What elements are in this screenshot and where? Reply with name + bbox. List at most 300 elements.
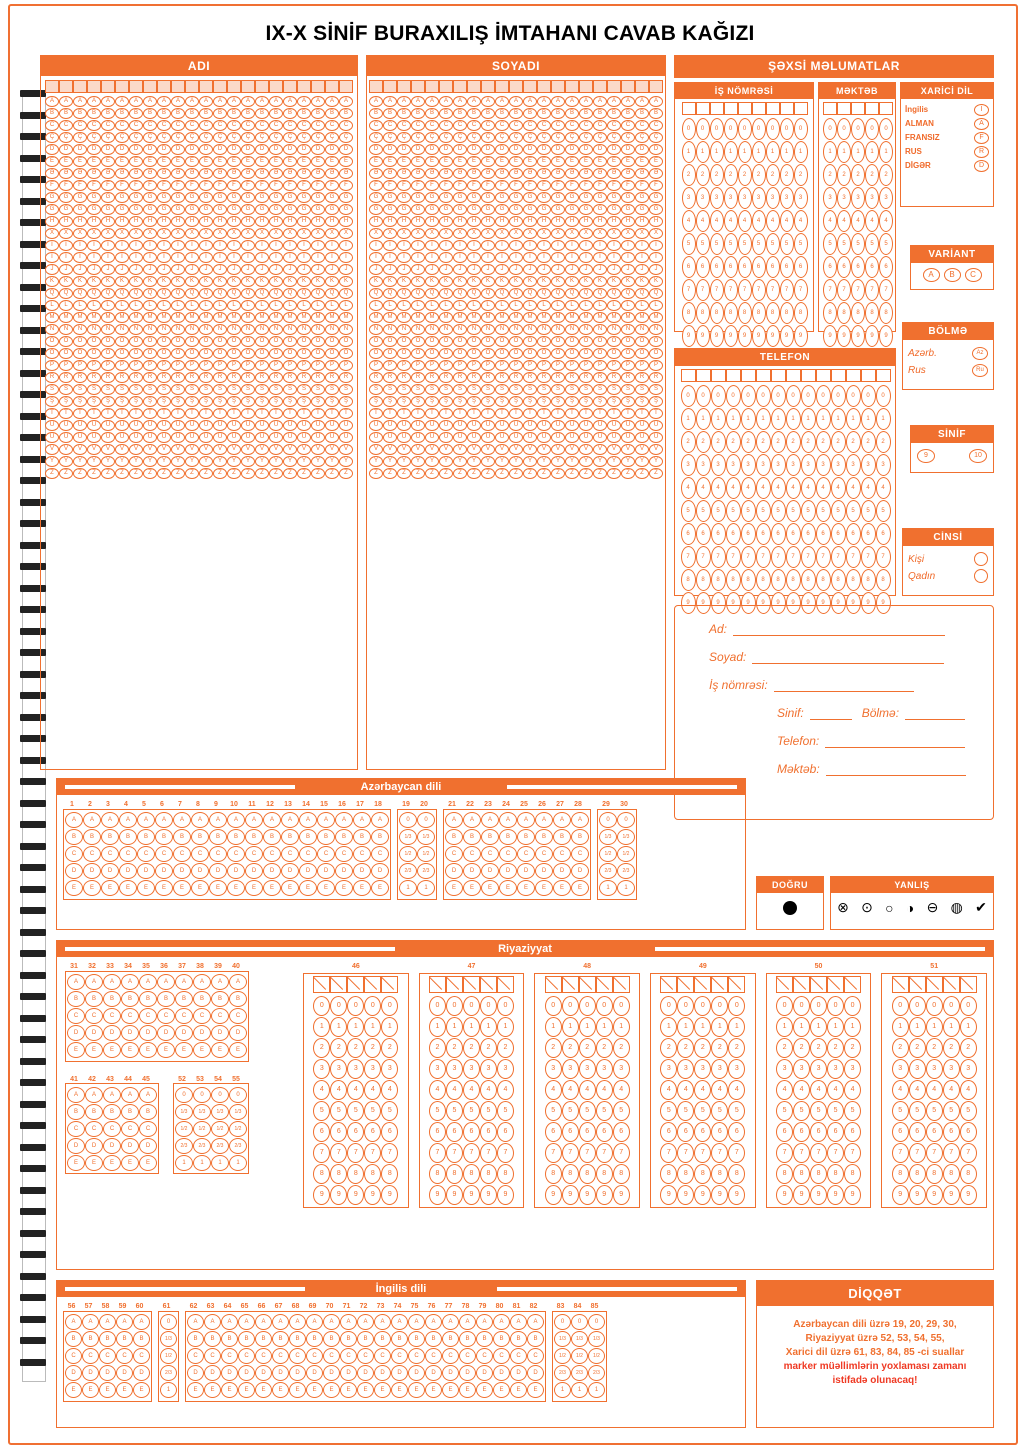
bubble[interactable]: 6 (786, 523, 801, 545)
bubble[interactable]: Ş (439, 396, 453, 407)
bubble[interactable]: Ç (73, 132, 87, 143)
bubble[interactable]: R (551, 372, 565, 383)
bubble[interactable]: E (255, 156, 269, 167)
bubble[interactable]: L (283, 300, 297, 311)
bubble[interactable]: Ç (283, 132, 297, 143)
bubble[interactable]: Ş (241, 396, 255, 407)
bubble[interactable]: L (101, 300, 115, 311)
bubble[interactable]: 4 (909, 1080, 926, 1100)
bubble[interactable]: X (241, 228, 255, 239)
bubble[interactable]: C (551, 120, 565, 131)
bubble[interactable]: Ğ (565, 204, 579, 215)
bubble[interactable]: 1/3 (193, 1104, 211, 1120)
bubble[interactable]: C (635, 120, 649, 131)
bubble[interactable]: A (185, 96, 199, 107)
bubble[interactable]: B (306, 1331, 323, 1347)
bubble[interactable]: Ü (481, 432, 495, 443)
bubble[interactable]: İ (579, 252, 593, 263)
bubble[interactable]: A (439, 96, 453, 107)
bubble[interactable]: F (255, 180, 269, 191)
bubble[interactable]: 4 (446, 1080, 463, 1100)
bubble[interactable]: Ə (297, 168, 311, 179)
bubble[interactable]: Ç (383, 132, 397, 143)
bubble[interactable]: Ö (565, 348, 579, 359)
bubble[interactable]: 8 (844, 1164, 861, 1184)
bubble[interactable]: D (467, 144, 481, 155)
bubble[interactable]: U (635, 420, 649, 431)
bubble[interactable]: C (121, 1008, 139, 1024)
bubble[interactable]: X (369, 228, 383, 239)
bubble[interactable]: D (193, 1025, 211, 1041)
bubble[interactable]: O (411, 336, 425, 347)
bubble[interactable]: E (335, 880, 353, 896)
question-column[interactable] (133, 1314, 150, 1399)
bubble[interactable]: Ç (143, 132, 157, 143)
name-bubble-column[interactable] (635, 95, 649, 479)
numeric-grid[interactable] (650, 973, 756, 1208)
bubble[interactable]: R (199, 372, 213, 383)
bubble[interactable]: M (607, 312, 621, 323)
bubble[interactable]: Ü (115, 432, 129, 443)
bubble[interactable]: 3 (846, 454, 861, 476)
digit-bubble-column[interactable] (711, 384, 726, 614)
bubble[interactable]: Q (635, 288, 649, 299)
bubble[interactable]: Q (311, 288, 325, 299)
bubble[interactable]: S (213, 384, 227, 395)
digit-bubble-column[interactable] (681, 384, 696, 614)
bubble[interactable]: 0 (694, 996, 711, 1016)
bubble[interactable]: G (171, 192, 185, 203)
bubble[interactable]: V (185, 444, 199, 455)
bubble[interactable]: 1 (613, 1017, 630, 1037)
bubble[interactable]: 1 (347, 1017, 364, 1037)
bubble[interactable]: K (467, 276, 481, 287)
bubble[interactable]: F (509, 180, 523, 191)
bubble[interactable]: Ş (509, 396, 523, 407)
bubble[interactable]: D (204, 1365, 221, 1381)
bubble[interactable]: 6 (728, 1122, 745, 1142)
bubble[interactable]: 7 (865, 279, 879, 301)
bubble[interactable]: İ (129, 252, 143, 263)
bubble[interactable]: F (199, 180, 213, 191)
form-row[interactable] (697, 762, 977, 776)
bubble[interactable]: 1 (313, 1017, 330, 1037)
bubble[interactable]: Ş (101, 396, 115, 407)
bubble[interactable]: H (227, 216, 241, 227)
bubble[interactable]: 0 (160, 1314, 177, 1330)
bubble[interactable]: V (297, 444, 311, 455)
bubble[interactable]: V (397, 444, 411, 455)
bubble[interactable]: Ç (579, 132, 593, 143)
bubble[interactable]: 3 (677, 1059, 694, 1079)
bubble[interactable]: P (551, 360, 565, 371)
bubble[interactable]: 4 (596, 1080, 613, 1100)
bubble[interactable]: D (157, 1025, 175, 1041)
bubble[interactable]: Q (59, 288, 73, 299)
bubble[interactable]: 9 (497, 1185, 514, 1205)
bubble[interactable]: A (607, 96, 621, 107)
bubble[interactable]: D (65, 1365, 82, 1381)
bubble[interactable]: R (241, 372, 255, 383)
bubble[interactable]: P (439, 360, 453, 371)
bubble[interactable]: İ (241, 252, 255, 263)
bubble[interactable]: 9 (771, 592, 786, 614)
bubble[interactable]: B (317, 829, 335, 845)
name-bubble-column[interactable] (283, 95, 297, 479)
bubble[interactable]: K (453, 276, 467, 287)
name-bubble-column[interactable] (325, 95, 339, 479)
bubble[interactable]: S (255, 384, 269, 395)
digit-bubble-column[interactable] (545, 995, 562, 1205)
bubble[interactable]: B (325, 108, 339, 119)
question-column[interactable] (417, 812, 435, 897)
bubble[interactable]: 3 (771, 454, 786, 476)
bubble[interactable]: 4 (810, 1080, 827, 1100)
bubble[interactable]: 5 (446, 1101, 463, 1121)
bubble[interactable]: İ (607, 252, 621, 263)
bubble[interactable]: 9 (381, 1185, 398, 1205)
bubble[interactable]: 2 (313, 1038, 330, 1058)
bubble[interactable]: X (171, 228, 185, 239)
bubble[interactable]: A (45, 96, 59, 107)
bubble[interactable]: A (635, 96, 649, 107)
foreign-language-option[interactable] (905, 103, 989, 116)
digit-bubble-column[interactable] (710, 117, 724, 347)
name-letter-cell[interactable] (59, 80, 73, 93)
bubble[interactable]: E (103, 1155, 121, 1171)
bubble[interactable]: Ə (551, 168, 565, 179)
bubble[interactable]: Ş (143, 396, 157, 407)
bubble[interactable]: 0 (463, 996, 480, 1016)
bubble[interactable]: 2/3 (417, 863, 435, 879)
bubble[interactable]: Ə (325, 168, 339, 179)
bubble[interactable]: L (607, 300, 621, 311)
bubble[interactable]: 0 (681, 385, 696, 407)
digit-bubble-column[interactable] (613, 995, 630, 1205)
bubble[interactable]: E (649, 156, 663, 167)
question-column[interactable] (493, 1314, 510, 1399)
bubble[interactable]: Ə (101, 168, 115, 179)
bubble[interactable]: 8 (463, 1164, 480, 1184)
bubble[interactable]: Ü (143, 432, 157, 443)
bubble[interactable]: Ğ (171, 204, 185, 215)
bubble[interactable]: 6 (844, 1122, 861, 1142)
bubble[interactable]: Y (283, 456, 297, 467)
bubble[interactable]: D (510, 1365, 527, 1381)
bubble[interactable]: M (199, 312, 213, 323)
question-column[interactable] (191, 812, 209, 897)
bubble[interactable]: Ö (649, 348, 663, 359)
bubble[interactable]: 2 (892, 1038, 909, 1058)
bubble[interactable]: 1 (752, 141, 766, 163)
bubble[interactable]: D (119, 863, 137, 879)
bubble[interactable]: Ü (325, 432, 339, 443)
question-column[interactable] (187, 1314, 204, 1399)
bubble[interactable]: 3 (711, 454, 726, 476)
bubble[interactable]: O (311, 336, 325, 347)
bubble[interactable]: C (425, 120, 439, 131)
bubble[interactable]: B (353, 829, 371, 845)
bubble[interactable]: N (607, 324, 621, 335)
bubble[interactable]: D (229, 1025, 247, 1041)
bubble[interactable]: J (143, 264, 157, 275)
fraction-group[interactable] (173, 1083, 249, 1174)
bubble[interactable]: Z (45, 468, 59, 479)
bubble[interactable]: 4 (752, 210, 766, 232)
bubble[interactable]: 8 (752, 302, 766, 324)
bubble[interactable]: 4 (816, 477, 831, 499)
numeric-entry-cell[interactable] (943, 976, 960, 993)
bubble[interactable]: Z (115, 468, 129, 479)
bubble[interactable]: P (185, 360, 199, 371)
bubble[interactable]: H (551, 216, 565, 227)
bubble[interactable]: Ö (339, 348, 353, 359)
bubble[interactable]: V (311, 444, 325, 455)
bubble[interactable]: T (481, 408, 495, 419)
bubble[interactable]: Q (453, 288, 467, 299)
bubble[interactable]: 1/2 (417, 846, 435, 862)
bubble[interactable]: 2 (711, 1038, 728, 1058)
bubble[interactable]: Ç (185, 132, 199, 143)
name-letter-cell[interactable] (635, 80, 649, 93)
bubble[interactable]: 9 (330, 1185, 347, 1205)
bubble[interactable]: A (335, 812, 353, 828)
bubble[interactable]: J (621, 264, 635, 275)
bubble[interactable]: 1/3 (399, 829, 417, 845)
bubble[interactable]: G (311, 192, 325, 203)
numeric-entry-cell[interactable] (545, 976, 562, 993)
bubble[interactable]: N (453, 324, 467, 335)
bubble[interactable]: H (297, 216, 311, 227)
bubble[interactable]: Ə (481, 168, 495, 179)
bubble[interactable]: N (439, 324, 453, 335)
bubble[interactable]: Z (411, 468, 425, 479)
bubble[interactable]: Ğ (199, 204, 213, 215)
bubble[interactable]: A (133, 1314, 150, 1330)
bubble[interactable]: A (227, 96, 241, 107)
bubble[interactable]: Ü (495, 432, 509, 443)
bubble[interactable]: 8 (816, 569, 831, 591)
bubble[interactable]: F (495, 180, 509, 191)
bubble[interactable]: 8 (711, 1164, 728, 1184)
bubble[interactable]: A (129, 96, 143, 107)
bubble[interactable]: M (425, 312, 439, 323)
bubble[interactable]: H (649, 216, 663, 227)
bubble[interactable]: 2 (837, 164, 851, 186)
bubble[interactable]: G (129, 192, 143, 203)
bubble[interactable]: Ö (551, 348, 565, 359)
bubble[interactable]: 1 (545, 1017, 562, 1037)
bubble[interactable]: 3 (381, 1059, 398, 1079)
answer-group[interactable] (185, 1311, 546, 1402)
bubble[interactable]: P (87, 360, 101, 371)
bubble[interactable]: 1 (429, 1017, 446, 1037)
bubble[interactable]: Y (129, 456, 143, 467)
bubble[interactable]: K (269, 276, 283, 287)
bubble[interactable]: D (133, 1365, 150, 1381)
bubble[interactable]: D (499, 863, 517, 879)
question-column[interactable] (193, 974, 211, 1059)
bubble[interactable]: C (607, 120, 621, 131)
bubble[interactable]: D (459, 1365, 476, 1381)
bubble[interactable]: 3 (696, 187, 710, 209)
bubble[interactable]: 4 (711, 1080, 728, 1100)
bubble[interactable]: B (445, 829, 463, 845)
bubble[interactable]: Ə (115, 168, 129, 179)
bubble[interactable]: T (87, 408, 101, 419)
bubble[interactable]: G (537, 192, 551, 203)
bubble[interactable]: V (101, 444, 115, 455)
bubble[interactable]: K (185, 276, 199, 287)
bubble[interactable]: B (115, 108, 129, 119)
bubble[interactable]: 7 (741, 546, 756, 568)
bubble[interactable]: 7 (497, 1143, 514, 1163)
bubble[interactable]: 2 (660, 1038, 677, 1058)
bubble[interactable]: D (73, 144, 87, 155)
bubble[interactable]: Ç (509, 132, 523, 143)
bubble[interactable]: C (85, 1121, 103, 1137)
bubble[interactable]: A (103, 974, 121, 990)
bubble[interactable]: 1 (588, 1382, 605, 1398)
bubble[interactable]: Z (523, 468, 537, 479)
bubble[interactable]: 6 (696, 523, 711, 545)
bubble[interactable]: O (283, 336, 297, 347)
question-column[interactable] (139, 1086, 157, 1171)
name-letter-cell[interactable] (325, 80, 339, 93)
bubble[interactable]: İ (325, 252, 339, 263)
bubble[interactable]: 3 (741, 454, 756, 476)
bubble[interactable]: V (87, 444, 101, 455)
bubble[interactable]: 9 (793, 1185, 810, 1205)
bubble[interactable]: B (133, 1331, 150, 1347)
bubble[interactable]: 1 (417, 880, 435, 896)
bubble[interactable]: E (553, 880, 571, 896)
bubble[interactable]: Z (621, 468, 635, 479)
bubble[interactable]: Ş (255, 396, 269, 407)
bubble[interactable]: A (411, 96, 425, 107)
bubble[interactable]: 6 (741, 523, 756, 545)
bubble[interactable]: Ə (607, 168, 621, 179)
bubble[interactable]: Ə (213, 168, 227, 179)
bubble[interactable]: 2 (823, 164, 837, 186)
bubble[interactable]: 3 (780, 187, 794, 209)
question-column[interactable] (245, 812, 263, 897)
bubble[interactable]: 5 (865, 233, 879, 255)
bubble[interactable]: H (269, 216, 283, 227)
bubble[interactable]: D (137, 863, 155, 879)
bubble[interactable]: G (45, 192, 59, 203)
bubble[interactable]: 9 (347, 1185, 364, 1205)
bubble[interactable]: Ə (621, 168, 635, 179)
bubble[interactable]: C (527, 1348, 544, 1364)
bubble[interactable]: S (283, 384, 297, 395)
bubble[interactable]: L (157, 300, 171, 311)
answer-block[interactable] (552, 1303, 607, 1402)
bubble[interactable]: Y (649, 456, 663, 467)
bubble[interactable]: Q (325, 288, 339, 299)
bubble[interactable]: S (101, 384, 115, 395)
bubble[interactable]: 7 (810, 1143, 827, 1163)
bubble[interactable]: 6 (861, 523, 876, 545)
bubble[interactable]: I (311, 240, 325, 251)
bubble[interactable]: S (481, 384, 495, 395)
form-line[interactable] (752, 663, 944, 664)
bubble[interactable]: I (565, 240, 579, 251)
bubble[interactable]: M (227, 312, 241, 323)
bubble[interactable]: 3 (545, 1059, 562, 1079)
bubble[interactable]: U (411, 420, 425, 431)
bubble[interactable]: X (579, 228, 593, 239)
digit-entry-cell[interactable] (741, 369, 756, 382)
bubble[interactable]: F (213, 180, 227, 191)
bubble[interactable]: 2 (876, 431, 891, 453)
bubble[interactable]: Ü (579, 432, 593, 443)
bubble[interactable]: Ş (339, 396, 353, 407)
bubble[interactable]: E (283, 156, 297, 167)
bubble[interactable]: 8 (347, 1164, 364, 1184)
name-letter-cell[interactable] (453, 80, 467, 93)
bubble[interactable]: İ (45, 252, 59, 263)
bubble[interactable]: T (157, 408, 171, 419)
question-column[interactable] (499, 812, 517, 897)
question-column[interactable] (255, 1314, 272, 1399)
bubble[interactable]: S (593, 384, 607, 395)
bubble[interactable]: 2 (766, 164, 780, 186)
bubble[interactable]: 8 (696, 569, 711, 591)
bubble[interactable]: Q (115, 288, 129, 299)
name-letter-cell[interactable] (579, 80, 593, 93)
bubble[interactable]: 2 (861, 431, 876, 453)
name-bubble-column[interactable] (593, 95, 607, 479)
bubble[interactable]: E (171, 156, 185, 167)
bubble[interactable]: Ğ (269, 204, 283, 215)
bubble[interactable]: A (245, 812, 263, 828)
bubble[interactable]: O (649, 336, 663, 347)
question-column[interactable] (617, 812, 635, 897)
bubble[interactable]: Y (551, 456, 565, 467)
name-bubble-column[interactable] (129, 95, 143, 479)
bubble[interactable]: 2 (364, 1038, 381, 1058)
bubble[interactable]: H (509, 216, 523, 227)
bubble[interactable]: 0 (726, 385, 741, 407)
digit-entry-cell[interactable] (831, 369, 846, 382)
bubble[interactable]: L (495, 300, 509, 311)
bubble[interactable]: 2 (960, 1038, 977, 1058)
bubble[interactable]: A (535, 812, 553, 828)
bubble[interactable]: Ş (495, 396, 509, 407)
name-letter-cell[interactable] (593, 80, 607, 93)
bubble[interactable]: F (283, 180, 297, 191)
bubble[interactable]: A (442, 1314, 459, 1330)
bubble[interactable]: H (523, 216, 537, 227)
bubble[interactable]: 9 (364, 1185, 381, 1205)
bubble[interactable]: 2 (696, 164, 710, 186)
bubble[interactable]: L (199, 300, 213, 311)
bubble[interactable]: C (481, 846, 499, 862)
bubble[interactable]: A (297, 96, 311, 107)
bubble[interactable]: 7 (776, 1143, 793, 1163)
bubble[interactable]: T (297, 408, 311, 419)
bubble[interactable]: N (369, 324, 383, 335)
bubble[interactable]: 1 (696, 141, 710, 163)
bubble[interactable]: D (139, 1138, 157, 1154)
bubble[interactable]: L (115, 300, 129, 311)
bubble[interactable]: V (551, 444, 565, 455)
bubble[interactable]: R (143, 372, 157, 383)
digit-bubble-column[interactable] (892, 995, 909, 1205)
bubble[interactable]: 6 (710, 256, 724, 278)
bubble[interactable]: X (439, 228, 453, 239)
